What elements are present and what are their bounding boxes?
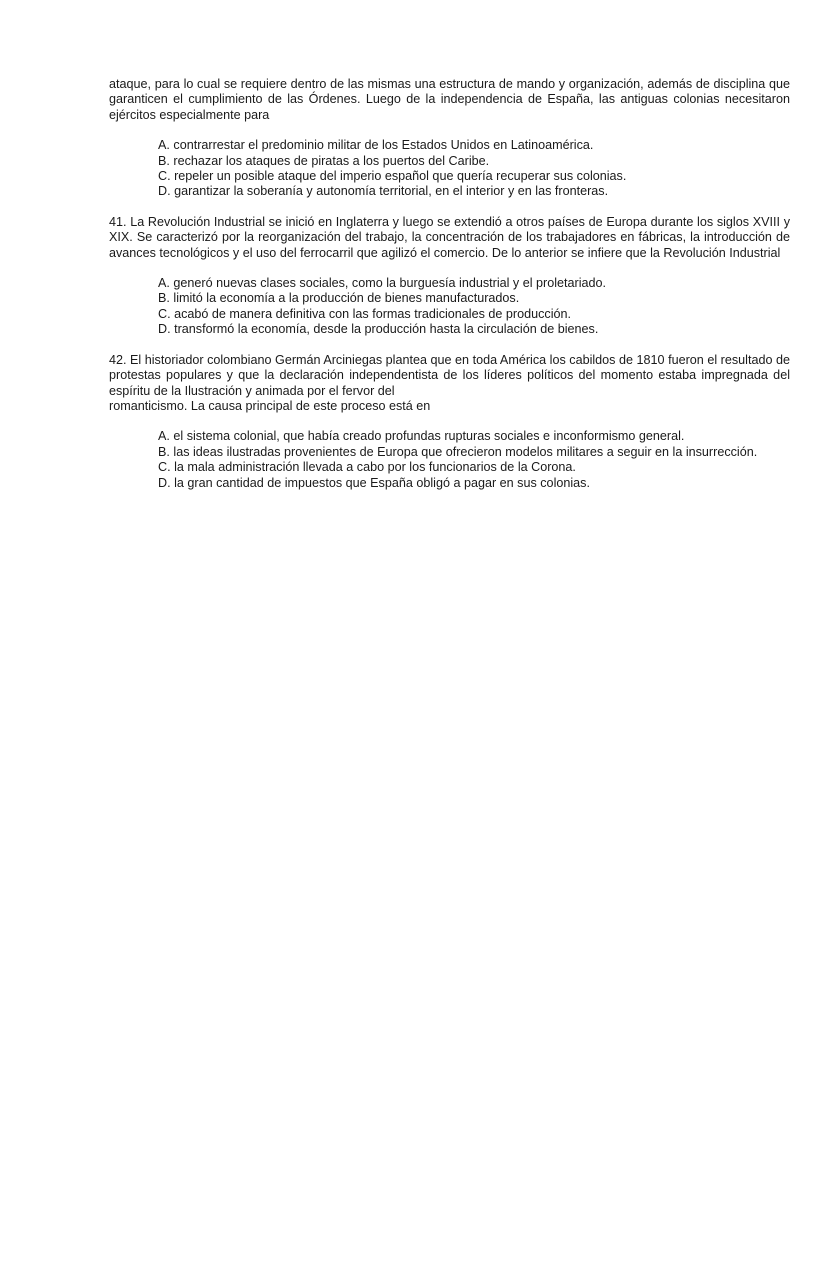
question-stem: 41. La Revolución Industrial se inició en Inglaterra y luego se extendió a otros países de Europa durante los siglos XVIII y XIX. Se caracterizó por la reorganización del trabajo, la concentración de los trabajadores en fábricas, la introducción de avances tecnológicos y el uso del ferrocarril que agilizó el comercio. De lo anterior se infiere que la Revolución Industrial xyxy=(109,214,790,260)
option-a: A. el sistema colonial, que había creado profundas rupturas sociales e inconformismo general. xyxy=(158,429,685,444)
option-b: B. rechazar los ataques de piratas a los puertos del Caribe. xyxy=(158,153,490,168)
option-d: D. transformó la economía, desde la producción hasta la circulación de bienes. xyxy=(158,322,599,337)
question-41 xyxy=(109,215,790,338)
question-stem: 42. El historiador colombiano Germán Arciniegas plantea que en toda América los cabildos de 1810 fueron el resultado de protestas populares y que la declaración independentista de los líderes políticos del momento estaba impregnada del espíritu de la Ilustración y animada por el fervor del xyxy=(109,352,790,398)
option-c: C. repeler un posible ataque del imperio español que quería recuperar sus colonias. xyxy=(158,169,627,184)
question-42 xyxy=(109,353,790,491)
option-c: C. acabó de manera definitiva con las formas tradicionales de producción. xyxy=(158,306,572,321)
answer-options xyxy=(158,429,790,491)
option-a: A. generó nuevas clases sociales, como la burguesía industrial y el proletariado. xyxy=(158,276,607,291)
question-40-continuation xyxy=(109,77,790,200)
option-d: D. garantizar la soberanía y autonomía territorial, en el interior y en las fronteras. xyxy=(158,184,609,199)
question-stem: ataque, para lo cual se requiere dentro de las mismas una estructura de mando y organización, además de disciplina que garanticen el cumplimiento de las Órdenes. Luego de la independencia de España, las antiguas colonias necesitaron ejércitos especialmente para xyxy=(109,77,790,122)
option-d: D. la gran cantidad de impuestos que España obligó a pagar en sus colonias. xyxy=(158,475,590,490)
answer-options xyxy=(158,276,790,338)
question-stem-end: romanticismo. La causa principal de este proceso está en xyxy=(109,398,431,413)
option-b: B. limitó la economía a la producción de bienes manufacturados. xyxy=(158,291,520,306)
option-b: B. las ideas ilustradas provenientes de Europa que ofrecieron modelos militares a seguir en la insurrección. xyxy=(158,444,758,459)
option-c: C. la mala administración llevada a cabo por los funcionarios de la Corona. xyxy=(158,460,576,475)
document-page xyxy=(109,77,790,506)
option-a: A. contrarrestar el predominio militar de los Estados Unidos en Latinoamérica. xyxy=(158,138,594,153)
answer-options xyxy=(158,138,790,200)
